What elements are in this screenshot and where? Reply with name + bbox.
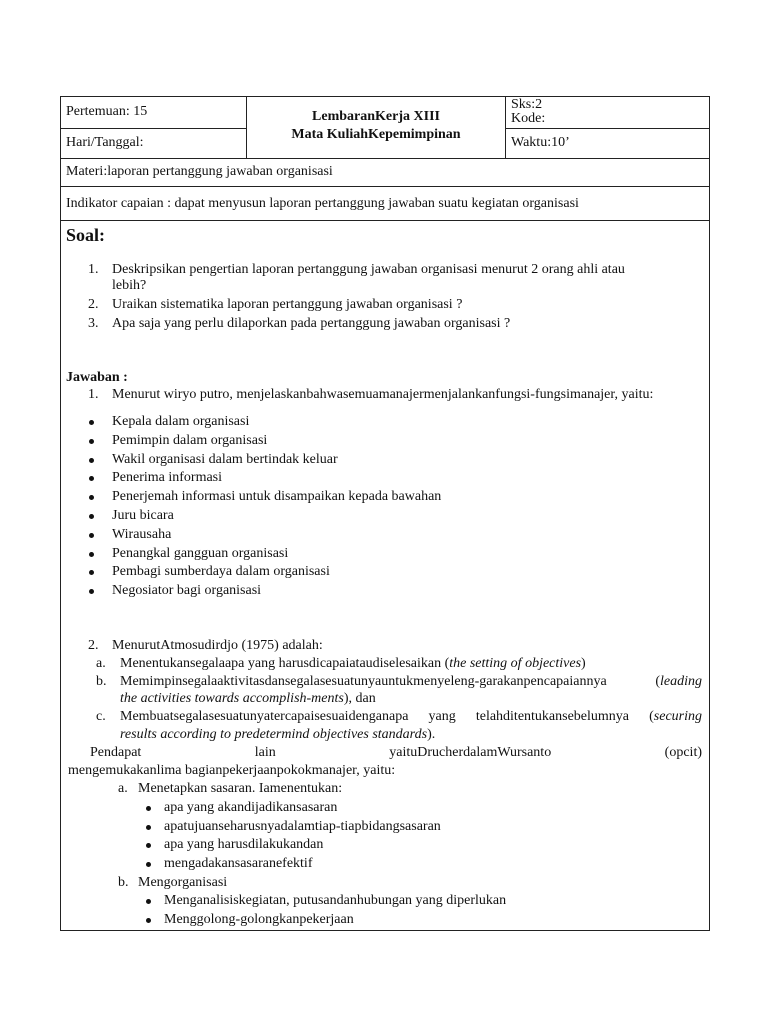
bullet-item: mengadakansasaranefektif <box>164 856 313 872</box>
bullet-icon <box>89 420 94 425</box>
bullet-icon <box>89 439 94 444</box>
item-b-text: Memimpinsegalaaktivitasdansegalasesuatunyauntukmenyeleng-garakanpencapaiannya ( <box>120 674 660 689</box>
item-b-label: b. <box>96 674 107 689</box>
bullet-item: Penerjemah informasi untuk disampaikan kepada bawahan <box>112 489 442 505</box>
sub-b-label: b. <box>118 875 129 890</box>
jawaban-num-2: 2. <box>88 638 99 653</box>
bullet-icon <box>146 918 151 923</box>
hari-tanggal: Hari/Tanggal: <box>66 135 144 150</box>
bullet-icon <box>89 552 94 557</box>
sks: Sks:2 <box>511 97 543 112</box>
item-b-italic1: leading <box>660 674 702 689</box>
bullet-icon <box>89 458 94 463</box>
bullet-item: apa yang akandijadikansasaran <box>164 800 338 815</box>
sub-a-text: Menetapkan sasaran. Iamenentukan: <box>138 781 343 796</box>
bullet-item: Menganalisiskegiatan, putusandanhubungan yang diperlukan <box>164 893 507 908</box>
jawaban-1-text: Menurut wiryo putro, menjelaskanbahwasemuamanajermenjalankanfungsi-fungsimanajer, yaitu: <box>112 387 654 402</box>
item-b-line2 <box>120 690 376 708</box>
item-a-text: Menentukansegalaapa yang harusdicapaiataudiselesaikan ( <box>120 656 450 671</box>
item-c-line1 <box>120 708 702 726</box>
bullet-item: apa yang harusdilakukandan <box>164 837 324 853</box>
bullet-icon <box>146 899 151 904</box>
soal-item-1-cont: lebih? <box>112 278 147 293</box>
bullet-icon <box>146 825 151 830</box>
jawaban-heading: Jawaban : <box>66 370 128 385</box>
pendapat-word: lain <box>254 745 276 760</box>
item-c-label: c. <box>96 709 106 724</box>
item-c-italic1: securing <box>653 709 702 724</box>
item-a <box>120 655 586 673</box>
item-a-label: a. <box>96 656 106 671</box>
bullet-item: Wakil organisasi dalam bertindak keluar <box>112 451 338 467</box>
bullet-item: Pembagi sumberdaya dalam organisasi <box>112 564 330 580</box>
item-c-italic2: results according to predetermind objectives standards <box>120 727 428 742</box>
bullet-item: Penerima informasi <box>112 470 223 486</box>
item-b-end: ), dan <box>343 691 376 706</box>
pendapat-word: (opcit) <box>664 745 702 760</box>
item-c-text: Membuatsegalasesuatunyatercapaisesuaidenganapa yang telahditentukansebelumnya ( <box>120 709 654 724</box>
item-c-line2 <box>120 726 435 744</box>
item-a-italic: the setting of objectives <box>449 656 582 671</box>
title-line1: LembaranKerja XIII <box>312 109 440 124</box>
bullet-icon <box>146 806 151 811</box>
jawaban-2-text: MenurutAtmosudirdjo (1975) adalah: <box>112 638 323 653</box>
bullet-item: Negosiator bagi organisasi <box>112 583 262 599</box>
pendapat-word: Pendapat <box>90 745 142 760</box>
bullet-icon <box>89 514 94 519</box>
item-c-end: ). <box>427 727 436 742</box>
soal-item-3: Apa saja yang perlu dilaporkan pada pertanggung jawaban organisasi ? <box>112 316 511 331</box>
pendapat-word: yaituDrucherdalamWursanto <box>389 745 552 760</box>
jawaban-num-1: 1. <box>88 387 99 402</box>
pertemuan: Pertemuan: 15 <box>66 104 148 119</box>
bullet-item: Menggolong-golongkanpekerjaan <box>164 912 354 927</box>
soal-item-2: Uraikan sistematika laporan pertanggung jawaban organisasi ? <box>112 297 463 312</box>
bullet-item: Penangkal gangguan organisasi <box>112 545 289 561</box>
sub-a-label: a. <box>118 781 128 796</box>
sub-b-text: Mengorganisasi <box>138 875 228 890</box>
soal-num-2: 2. <box>88 297 99 312</box>
pendapat-line2: mengemukakanlima bagianpekerjaanpokokmanajer, yaitu: <box>68 763 396 778</box>
item-b-italic2: the activities towards accomplish-ments <box>120 691 344 706</box>
pendapat-line1 <box>90 744 702 762</box>
soal-item-1: Deskripsikan pengertian laporan pertanggung jawaban organisasi menurut 2 orang ahli atau <box>112 262 625 277</box>
soal-num-1: 1. <box>88 262 99 277</box>
item-b-line1 <box>120 673 702 691</box>
bullet-item: Pemimpin dalam organisasi <box>112 432 268 448</box>
materi: Materi:laporan pertanggung jawaban organisasi <box>66 164 333 179</box>
soal-heading: Soal: <box>66 225 106 245</box>
bullet-item: Kepala dalam organisasi <box>112 414 250 429</box>
item-a-end: ) <box>581 656 586 671</box>
kode: Kode: <box>511 111 546 126</box>
bullet-item: Juru bicara <box>112 508 174 523</box>
bullet-icon <box>89 533 94 538</box>
waktu: Waktu:10’ <box>511 135 570 150</box>
indikator: Indikator capaian : dapat menyusun laporan pertanggung jawaban suatu kegiatan organisasi <box>66 196 579 211</box>
title-line2: Mata KuliahKepemimpinan <box>291 127 461 142</box>
bullet-item: apatujuanseharusnyadalamtiap-tiapbidangsasaran <box>164 818 441 834</box>
soal-num-3: 3. <box>88 316 99 331</box>
bullet-item: Wirausaha <box>112 526 172 542</box>
